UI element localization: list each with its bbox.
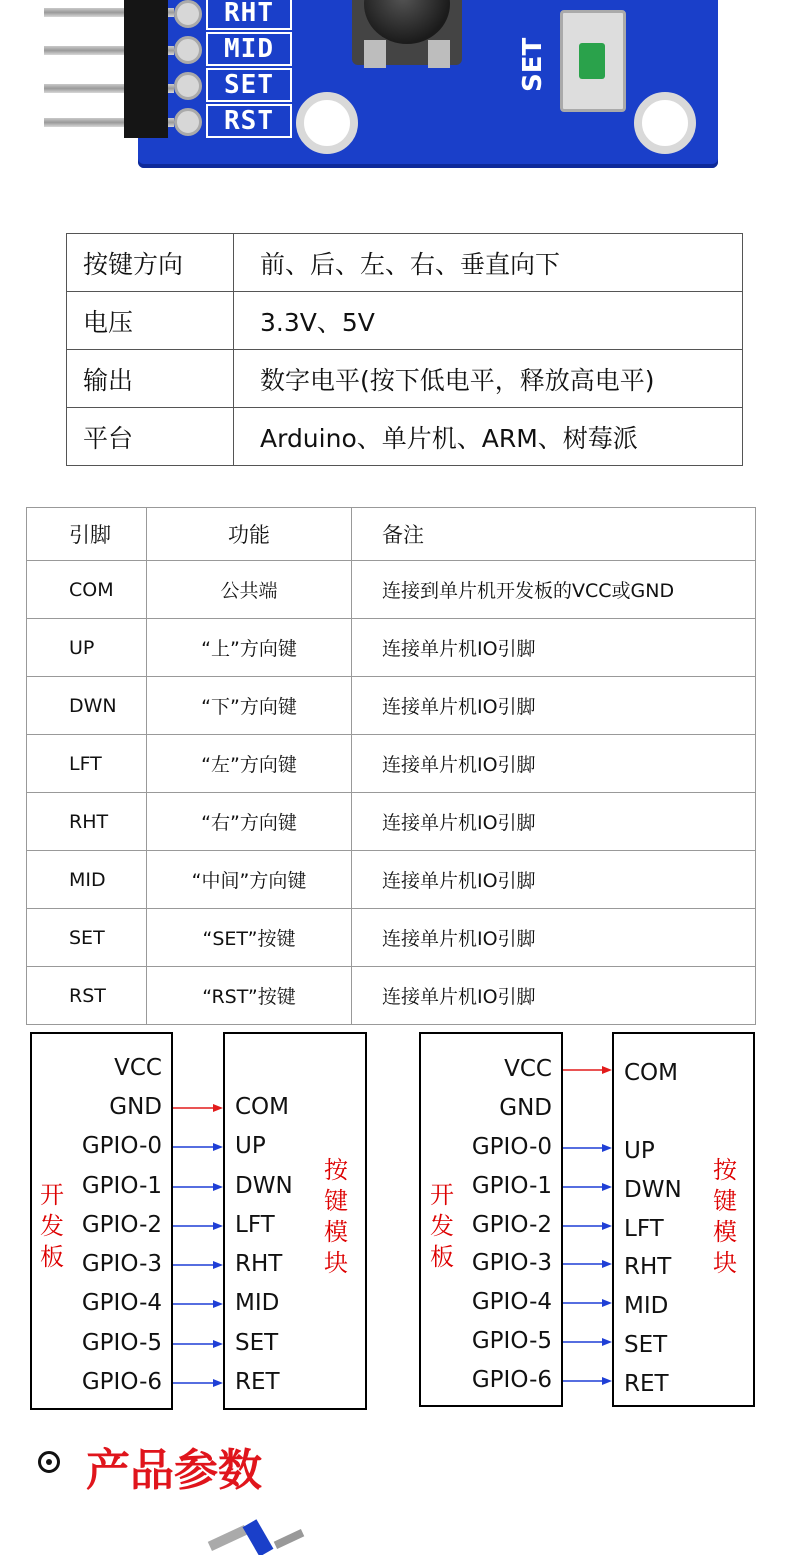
- spec-value: 3.3V、5V: [234, 292, 743, 350]
- spec-value: 前、后、左、右、垂直向下: [234, 234, 743, 292]
- board-pin-label: GPIO-2: [471, 1212, 552, 1238]
- pin-name: MID: [27, 851, 147, 909]
- spec-key: 平台: [67, 408, 234, 466]
- pin-function: “右”方向键: [147, 793, 352, 851]
- module-pin-label: COM: [624, 1060, 679, 1086]
- pin-function: “上”方向键: [147, 619, 352, 677]
- pin-name: SET: [27, 909, 147, 967]
- pin-note: 连接单片机IO引脚: [352, 619, 756, 677]
- pin-function: “RST”按键: [147, 967, 352, 1025]
- wire-arrow: [173, 1261, 223, 1269]
- module-pin-label: RHT: [624, 1254, 672, 1280]
- column-header: 引脚: [27, 508, 147, 561]
- board-pin-label: GPIO-1: [81, 1173, 162, 1199]
- silk-label-mid: MID: [206, 32, 292, 66]
- silk-label-rst: RST: [206, 104, 292, 138]
- wire-arrow: [563, 1260, 612, 1268]
- column-header: 备注: [352, 508, 756, 561]
- board-pin-label: GND: [499, 1095, 552, 1121]
- dev-board-title: 开 发 板: [40, 1181, 64, 1271]
- module-pin-label: RET: [624, 1371, 669, 1397]
- key-module-title: 按 键 模 块: [324, 1156, 348, 1277]
- wire-arrow: [563, 1222, 612, 1230]
- board-pin-label: VCC: [504, 1056, 552, 1082]
- module-pin-label: COM: [235, 1094, 290, 1120]
- spec-value: Arduino、单片机、ARM、树莓派: [234, 408, 743, 466]
- pin-function: 公共端: [147, 561, 352, 619]
- wire-arrow: [563, 1183, 612, 1191]
- pin-note: 连接单片机IO引脚: [352, 909, 756, 967]
- wire-arrow: [563, 1066, 612, 1074]
- set-silk-label: SET: [518, 37, 548, 92]
- spec-value: 数字电平(按下低电平，释放高电平): [234, 350, 743, 408]
- pin-name: RST: [27, 967, 147, 1025]
- wire-arrow: [563, 1377, 612, 1385]
- pin-name: UP: [27, 619, 147, 677]
- module-pin-label: SET: [624, 1332, 668, 1358]
- pin-name: LFT: [27, 735, 147, 793]
- board-pin-label: VCC: [114, 1055, 162, 1081]
- board-pin-label: GPIO-6: [81, 1369, 162, 1395]
- dev-board-title: 开 发 板: [430, 1181, 454, 1271]
- target-icon: [38, 1451, 60, 1473]
- pin-note: 连接单片机IO引脚: [352, 967, 756, 1025]
- spec-key: 输出: [67, 350, 234, 408]
- wire-arrow: [173, 1340, 223, 1348]
- module-pin-label: LFT: [624, 1216, 664, 1242]
- wire-arrow: [173, 1222, 223, 1230]
- pin-name: RHT: [27, 793, 147, 851]
- wire-arrow: [173, 1300, 223, 1308]
- board-pin-label: GPIO-6: [471, 1367, 552, 1393]
- column-header: 功能: [147, 508, 352, 561]
- pin-note: 连接单片机IO引脚: [352, 735, 756, 793]
- wire-arrow: [173, 1379, 223, 1387]
- module-pin-label: RET: [235, 1369, 280, 1395]
- board-pin-label: GPIO-5: [471, 1328, 552, 1354]
- product-photo-peek: [200, 1515, 310, 1555]
- pin-note: 连接单片机IO引脚: [352, 793, 756, 851]
- wire-arrow: [563, 1299, 612, 1307]
- board-pin-label: GPIO-3: [81, 1251, 162, 1277]
- pin-note: 连接单片机IO引脚: [352, 851, 756, 909]
- section-heading: 产品参数: [86, 1445, 262, 1496]
- board-pin-label: GPIO-1: [471, 1173, 552, 1199]
- wire-arrow: [173, 1183, 223, 1191]
- module-pin-label: MID: [235, 1290, 280, 1316]
- pin-name: DWN: [27, 677, 147, 735]
- pin-function: “SET”按键: [147, 909, 352, 967]
- board-pin-label: GPIO-4: [471, 1289, 552, 1315]
- module-pin-label: LFT: [235, 1212, 275, 1238]
- board-pin-label: GPIO-2: [81, 1212, 162, 1238]
- pin-function: “左”方向键: [147, 735, 352, 793]
- wire-arrow: [563, 1144, 612, 1152]
- module-pin-label: DWN: [624, 1177, 682, 1203]
- silk-label-rht: RHT: [206, 0, 292, 30]
- pin-note: 连接单片机IO引脚: [352, 677, 756, 735]
- board-pin-label: GPIO-5: [81, 1330, 162, 1356]
- pin-function: “中间”方向键: [147, 851, 352, 909]
- module-pin-label: DWN: [235, 1173, 293, 1199]
- module-pin-label: UP: [235, 1133, 266, 1159]
- board-pin-label: GPIO-3: [471, 1250, 552, 1276]
- module-pin-label: SET: [235, 1330, 279, 1356]
- board-pin-label: GPIO-0: [471, 1134, 552, 1160]
- wire-arrow: [563, 1338, 612, 1346]
- spec-key: 按键方向: [67, 234, 234, 292]
- board-pin-label: GPIO-4: [81, 1290, 162, 1316]
- pin-note: 连接到单片机开发板的VCC或GND: [352, 561, 756, 619]
- module-pin-label: UP: [624, 1138, 655, 1164]
- board-pin-label: GPIO-0: [81, 1133, 162, 1159]
- module-pin-label: RHT: [235, 1251, 283, 1277]
- pin-name: COM: [27, 561, 147, 619]
- wire-arrow: [173, 1104, 223, 1112]
- spec-key: 电压: [67, 292, 234, 350]
- board-pin-label: GND: [109, 1094, 162, 1120]
- silk-label-set: SET: [206, 68, 292, 102]
- pin-function: “下”方向键: [147, 677, 352, 735]
- module-pin-label: MID: [624, 1293, 669, 1319]
- key-module-title: 按 键 模 块: [713, 1156, 737, 1277]
- wire-arrow: [173, 1143, 223, 1151]
